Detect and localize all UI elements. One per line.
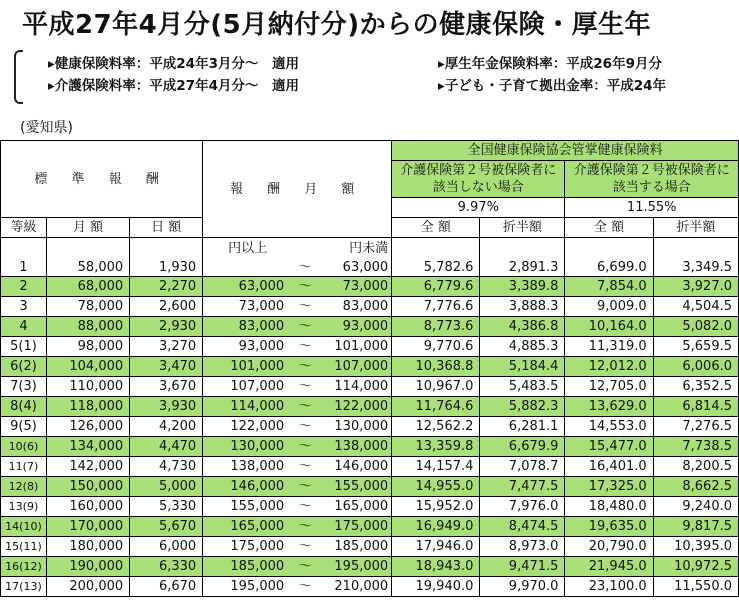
table-row <box>1 377 739 397</box>
grade-cell: 5(1) <box>1 337 47 357</box>
grade-cell: 12(8) <box>1 477 47 497</box>
note-pension-rate: ▸厚生年金保険料率：平成26年9月分 <box>438 56 662 72</box>
pay-range-cell <box>203 417 392 437</box>
full-amount-1-cell: 12,562.2 <box>392 417 480 437</box>
range-lower: 130,000 <box>230 439 285 454</box>
prefecture-label: (愛知県) <box>20 120 73 136</box>
monthly-amount-cell: 200,000 <box>46 577 129 597</box>
half-amount-2-cell: 10,972.5 <box>653 557 738 577</box>
pay-range-cell <box>203 477 392 497</box>
header-full-1: 全 額 <box>392 218 480 238</box>
half-amount-2-cell: 5,659.5 <box>653 337 738 357</box>
pay-range-cell <box>203 377 392 397</box>
daily-amount-cell: 3,470 <box>130 357 203 377</box>
rate-not-applicable: 9.97% <box>392 198 565 218</box>
half-amount-1-cell: 3,389.8 <box>480 277 565 297</box>
full-amount-2-cell: 7,854.0 <box>565 277 653 297</box>
range-lower: 107,000 <box>230 379 285 394</box>
table-row <box>1 437 739 457</box>
note-child-rate: ▸子ども・子育て拠出金率：平成24年 <box>438 78 667 94</box>
rate-table <box>0 140 739 597</box>
half-amount-2-cell: 8,200.5 <box>653 457 738 477</box>
full-amount-2-cell: 9,009.0 <box>565 297 653 317</box>
notes-bracket <box>14 50 23 104</box>
half-amount-1-cell: 7,477.5 <box>480 477 565 497</box>
range-tilde: 〜 <box>298 379 312 394</box>
yen-below-label: 円未満 <box>349 241 389 256</box>
half-amount-2-cell: 6,814.5 <box>653 397 738 417</box>
range-tilde: 〜 <box>298 319 312 334</box>
range-tilde: 〜 <box>298 559 312 574</box>
daily-amount-cell: 4,470 <box>130 437 203 457</box>
monthly-amount-cell: 190,000 <box>46 557 129 577</box>
range-lower: 101,000 <box>230 359 285 374</box>
range-lower: 185,000 <box>230 559 285 574</box>
pay-range-cell <box>203 357 392 377</box>
full-amount-1-cell: 14,157.4 <box>392 457 480 477</box>
table-row <box>1 417 739 437</box>
range-upper: 130,000 <box>334 419 389 434</box>
table-row <box>1 277 739 297</box>
range-tilde: 〜 <box>298 439 312 454</box>
half-amount-1-cell: 4,885.3 <box>480 337 565 357</box>
monthly-amount-cell: 118,000 <box>46 397 129 417</box>
full-amount-1-cell: 15,952.0 <box>392 497 480 517</box>
full-amount-1-cell: 17,946.0 <box>392 537 480 557</box>
monthly-amount-cell: 170,000 <box>46 517 129 537</box>
full-amount-1-cell: 6,779.6 <box>392 277 480 297</box>
daily-amount-cell: 1,930 <box>130 238 203 277</box>
header-not-applicable: 介護保険第２号被保険者に該当しない場合 <box>392 161 565 198</box>
range-lower: 146,000 <box>230 479 285 494</box>
range-upper: 155,000 <box>334 479 389 494</box>
table-row <box>1 577 739 597</box>
full-amount-1-cell: 18,943.0 <box>392 557 480 577</box>
full-amount-2-cell: 13,629.0 <box>565 397 653 417</box>
half-amount-1-cell: 5,882.3 <box>480 397 565 417</box>
full-amount-1-cell: 10,967.0 <box>392 377 480 397</box>
full-amount-2-cell: 17,325.0 <box>565 477 653 497</box>
grade-cell: 14(10) <box>1 517 47 537</box>
full-amount-2-cell: 23,100.0 <box>565 577 653 597</box>
half-amount-1-cell: 9,471.5 <box>480 557 565 577</box>
header-half-2: 折半額 <box>653 218 738 238</box>
full-amount-2-cell: 12,012.0 <box>565 357 653 377</box>
range-tilde: 〜 <box>298 479 312 494</box>
table-row <box>1 337 739 357</box>
grade-cell: 1 <box>1 238 47 277</box>
range-tilde: 〜 <box>298 499 312 514</box>
pay-range-cell <box>203 517 392 537</box>
half-amount-1-cell: 5,184.4 <box>480 357 565 377</box>
full-amount-1-cell: 13,359.8 <box>392 437 480 457</box>
range-lower: 93,000 <box>238 339 285 354</box>
header-association: 全国健康保険協会管掌健康保険料 <box>392 141 739 161</box>
pay-range-cell <box>203 277 392 297</box>
monthly-amount-cell: 160,000 <box>46 497 129 517</box>
monthly-amount-cell: 98,000 <box>46 337 129 357</box>
half-amount-2-cell: 7,738.5 <box>653 437 738 457</box>
range-tilde: 〜 <box>298 279 312 294</box>
monthly-amount-cell: 180,000 <box>46 537 129 557</box>
range-upper: 107,000 <box>334 359 389 374</box>
daily-amount-cell: 6,330 <box>130 557 203 577</box>
half-amount-2-cell: 10,395.0 <box>653 537 738 557</box>
half-amount-1-cell: 6,281.1 <box>480 417 565 437</box>
note-health-rate: ▸健康保険料率：平成24年3月分〜 適用 <box>48 56 299 72</box>
range-upper: 185,000 <box>334 539 389 554</box>
range-upper: 63,000 <box>342 260 389 275</box>
half-amount-1-cell: 7,976.0 <box>480 497 565 517</box>
range-upper: 146,000 <box>334 459 389 474</box>
pay-range-cell <box>203 577 392 597</box>
monthly-amount-cell: 150,000 <box>46 477 129 497</box>
range-lower: 138,000 <box>230 459 285 474</box>
range-lower: 114,000 <box>230 399 285 414</box>
grade-cell: 16(12) <box>1 557 47 577</box>
half-amount-2-cell: 3,927.0 <box>653 277 738 297</box>
header-applicable: 介護保険第２号被保険者に該当する場合 <box>565 161 739 198</box>
full-amount-1-cell: 16,949.0 <box>392 517 480 537</box>
range-lower: 73,000 <box>238 299 285 314</box>
full-amount-1-cell: 5,782.6 <box>392 238 480 277</box>
header-full-2: 全 額 <box>565 218 653 238</box>
full-amount-2-cell: 6,699.0 <box>565 238 653 277</box>
monthly-amount-cell: 126,000 <box>46 417 129 437</box>
daily-amount-cell: 3,670 <box>130 377 203 397</box>
page-title: 平成27年4月分(5月納付分)からの健康保険・厚生年 <box>22 10 652 40</box>
full-amount-1-cell: 9,770.6 <box>392 337 480 357</box>
header-monthly-pay: 報 酬 月 額 <box>203 141 392 238</box>
table-row <box>1 557 739 577</box>
daily-amount-cell: 5,670 <box>130 517 203 537</box>
full-amount-2-cell: 21,945.0 <box>565 557 653 577</box>
daily-amount-cell: 2,600 <box>130 297 203 317</box>
range-tilde: 〜 <box>298 579 312 594</box>
range-lower: 83,000 <box>238 319 285 334</box>
half-amount-1-cell: 2,891.3 <box>480 238 565 277</box>
full-amount-2-cell: 16,401.0 <box>565 457 653 477</box>
half-amount-2-cell: 7,276.5 <box>653 417 738 437</box>
range-upper: 73,000 <box>342 279 389 294</box>
range-tilde: 〜 <box>298 359 312 374</box>
range-upper: 165,000 <box>334 499 389 514</box>
range-upper: 175,000 <box>334 519 389 534</box>
half-amount-2-cell: 9,240.0 <box>653 497 738 517</box>
header-standard: 標 準 報 酬 <box>1 141 203 218</box>
table-row <box>1 357 739 377</box>
grade-cell: 9(5) <box>1 417 47 437</box>
half-amount-2-cell: 6,006.0 <box>653 357 738 377</box>
monthly-amount-cell: 68,000 <box>46 277 129 297</box>
daily-amount-cell: 2,930 <box>130 317 203 337</box>
pay-range-cell <box>203 397 392 417</box>
range-tilde: 〜 <box>298 399 312 414</box>
grade-cell: 10(6) <box>1 437 47 457</box>
header-month-amount: 月 額 <box>46 218 129 238</box>
range-tilde: 〜 <box>298 459 312 474</box>
full-amount-2-cell: 19,635.0 <box>565 517 653 537</box>
half-amount-1-cell: 3,888.3 <box>480 297 565 317</box>
table-row <box>1 397 739 417</box>
range-upper: 114,000 <box>334 379 389 394</box>
grade-cell: 2 <box>1 277 47 297</box>
half-amount-2-cell: 4,504.5 <box>653 297 738 317</box>
half-amount-1-cell: 9,970.0 <box>480 577 565 597</box>
table-row <box>1 317 739 337</box>
header-grade: 等級 <box>1 218 47 238</box>
range-upper: 122,000 <box>334 399 389 414</box>
monthly-amount-cell: 110,000 <box>46 377 129 397</box>
range-upper: 83,000 <box>342 299 389 314</box>
daily-amount-cell: 4,730 <box>130 457 203 477</box>
table-row <box>1 517 739 537</box>
pay-range-cell <box>203 317 392 337</box>
half-amount-1-cell: 4,386.8 <box>480 317 565 337</box>
range-tilde: 〜 <box>298 519 312 534</box>
full-amount-2-cell: 14,553.0 <box>565 417 653 437</box>
rate-rows <box>1 238 739 597</box>
range-upper: 101,000 <box>334 339 389 354</box>
daily-amount-cell: 3,270 <box>130 337 203 357</box>
half-amount-2-cell: 9,817.5 <box>653 517 738 537</box>
range-tilde: 〜 <box>298 339 312 354</box>
pay-range-cell <box>203 537 392 557</box>
pay-range-cell <box>203 238 392 277</box>
daily-amount-cell: 5,330 <box>130 497 203 517</box>
grade-cell: 15(11) <box>1 537 47 557</box>
full-amount-1-cell: 14,955.0 <box>392 477 480 497</box>
rate-applicable: 11.55% <box>565 198 739 218</box>
daily-amount-cell: 3,930 <box>130 397 203 417</box>
header-day-amount: 日 額 <box>130 218 203 238</box>
half-amount-1-cell: 8,474.5 <box>480 517 565 537</box>
half-amount-1-cell: 5,483.5 <box>480 377 565 397</box>
table-row <box>1 537 739 557</box>
yen-above-label: 円以上 <box>228 241 268 256</box>
full-amount-2-cell: 10,164.0 <box>565 317 653 337</box>
grade-cell: 17(13) <box>1 577 47 597</box>
pay-range-cell <box>203 337 392 357</box>
header-half-1: 折半額 <box>480 218 565 238</box>
grade-cell: 6(2) <box>1 357 47 377</box>
daily-amount-cell: 6,670 <box>130 577 203 597</box>
daily-amount-cell: 5,000 <box>130 477 203 497</box>
full-amount-2-cell: 20,790.0 <box>565 537 653 557</box>
half-amount-2-cell: 6,352.5 <box>653 377 738 397</box>
pay-range-cell <box>203 437 392 457</box>
range-tilde: 〜 <box>298 299 312 314</box>
range-tilde: 〜 <box>298 260 312 275</box>
range-lower: 155,000 <box>230 499 285 514</box>
half-amount-2-cell: 3,349.5 <box>653 238 738 277</box>
full-amount-2-cell: 18,480.0 <box>565 497 653 517</box>
grade-cell: 7(3) <box>1 377 47 397</box>
table-row <box>1 297 739 317</box>
grade-cell: 3 <box>1 297 47 317</box>
half-amount-1-cell: 8,973.0 <box>480 537 565 557</box>
monthly-amount-cell: 104,000 <box>46 357 129 377</box>
full-amount-2-cell: 12,705.0 <box>565 377 653 397</box>
note-care-rate: ▸介護保険料率：平成27年4月分〜 適用 <box>48 78 299 94</box>
range-upper: 138,000 <box>334 439 389 454</box>
monthly-amount-cell: 142,000 <box>46 457 129 477</box>
table-row <box>1 457 739 477</box>
monthly-amount-cell: 134,000 <box>46 437 129 457</box>
range-tilde: 〜 <box>298 539 312 554</box>
range-tilde: 〜 <box>298 419 312 434</box>
full-amount-1-cell: 19,940.0 <box>392 577 480 597</box>
pay-range-cell <box>203 497 392 517</box>
pay-range-cell <box>203 297 392 317</box>
full-amount-2-cell: 11,319.0 <box>565 337 653 357</box>
half-amount-2-cell: 8,662.5 <box>653 477 738 497</box>
grade-cell: 11(7) <box>1 457 47 477</box>
half-amount-2-cell: 5,082.0 <box>653 317 738 337</box>
half-amount-1-cell: 7,078.7 <box>480 457 565 477</box>
pay-range-cell <box>203 557 392 577</box>
full-amount-2-cell: 15,477.0 <box>565 437 653 457</box>
range-lower: 63,000 <box>238 279 285 294</box>
monthly-amount-cell: 78,000 <box>46 297 129 317</box>
full-amount-1-cell: 11,764.6 <box>392 397 480 417</box>
range-lower <box>206 259 284 276</box>
daily-amount-cell: 6,000 <box>130 537 203 557</box>
daily-amount-cell: 4,200 <box>130 417 203 437</box>
monthly-amount-cell: 88,000 <box>46 317 129 337</box>
monthly-amount-cell: 58,000 <box>46 238 129 277</box>
range-lower: 175,000 <box>230 539 285 554</box>
half-amount-1-cell: 6,679.9 <box>480 437 565 457</box>
range-upper: 195,000 <box>334 559 389 574</box>
table-row <box>1 238 739 277</box>
daily-amount-cell: 2,270 <box>130 277 203 297</box>
range-lower: 165,000 <box>230 519 285 534</box>
full-amount-1-cell: 7,776.6 <box>392 297 480 317</box>
full-amount-1-cell: 10,368.8 <box>392 357 480 377</box>
pay-range-cell <box>203 457 392 477</box>
grade-cell: 8(4) <box>1 397 47 417</box>
grade-cell: 4 <box>1 317 47 337</box>
full-amount-1-cell: 8,773.6 <box>392 317 480 337</box>
range-upper: 93,000 <box>342 319 389 334</box>
table-row <box>1 497 739 517</box>
table-row <box>1 477 739 497</box>
half-amount-2-cell: 11,550.0 <box>653 577 738 597</box>
range-lower: 195,000 <box>230 579 285 594</box>
range-upper: 210,000 <box>334 579 389 594</box>
range-lower: 122,000 <box>230 419 285 434</box>
grade-cell: 13(9) <box>1 497 47 517</box>
